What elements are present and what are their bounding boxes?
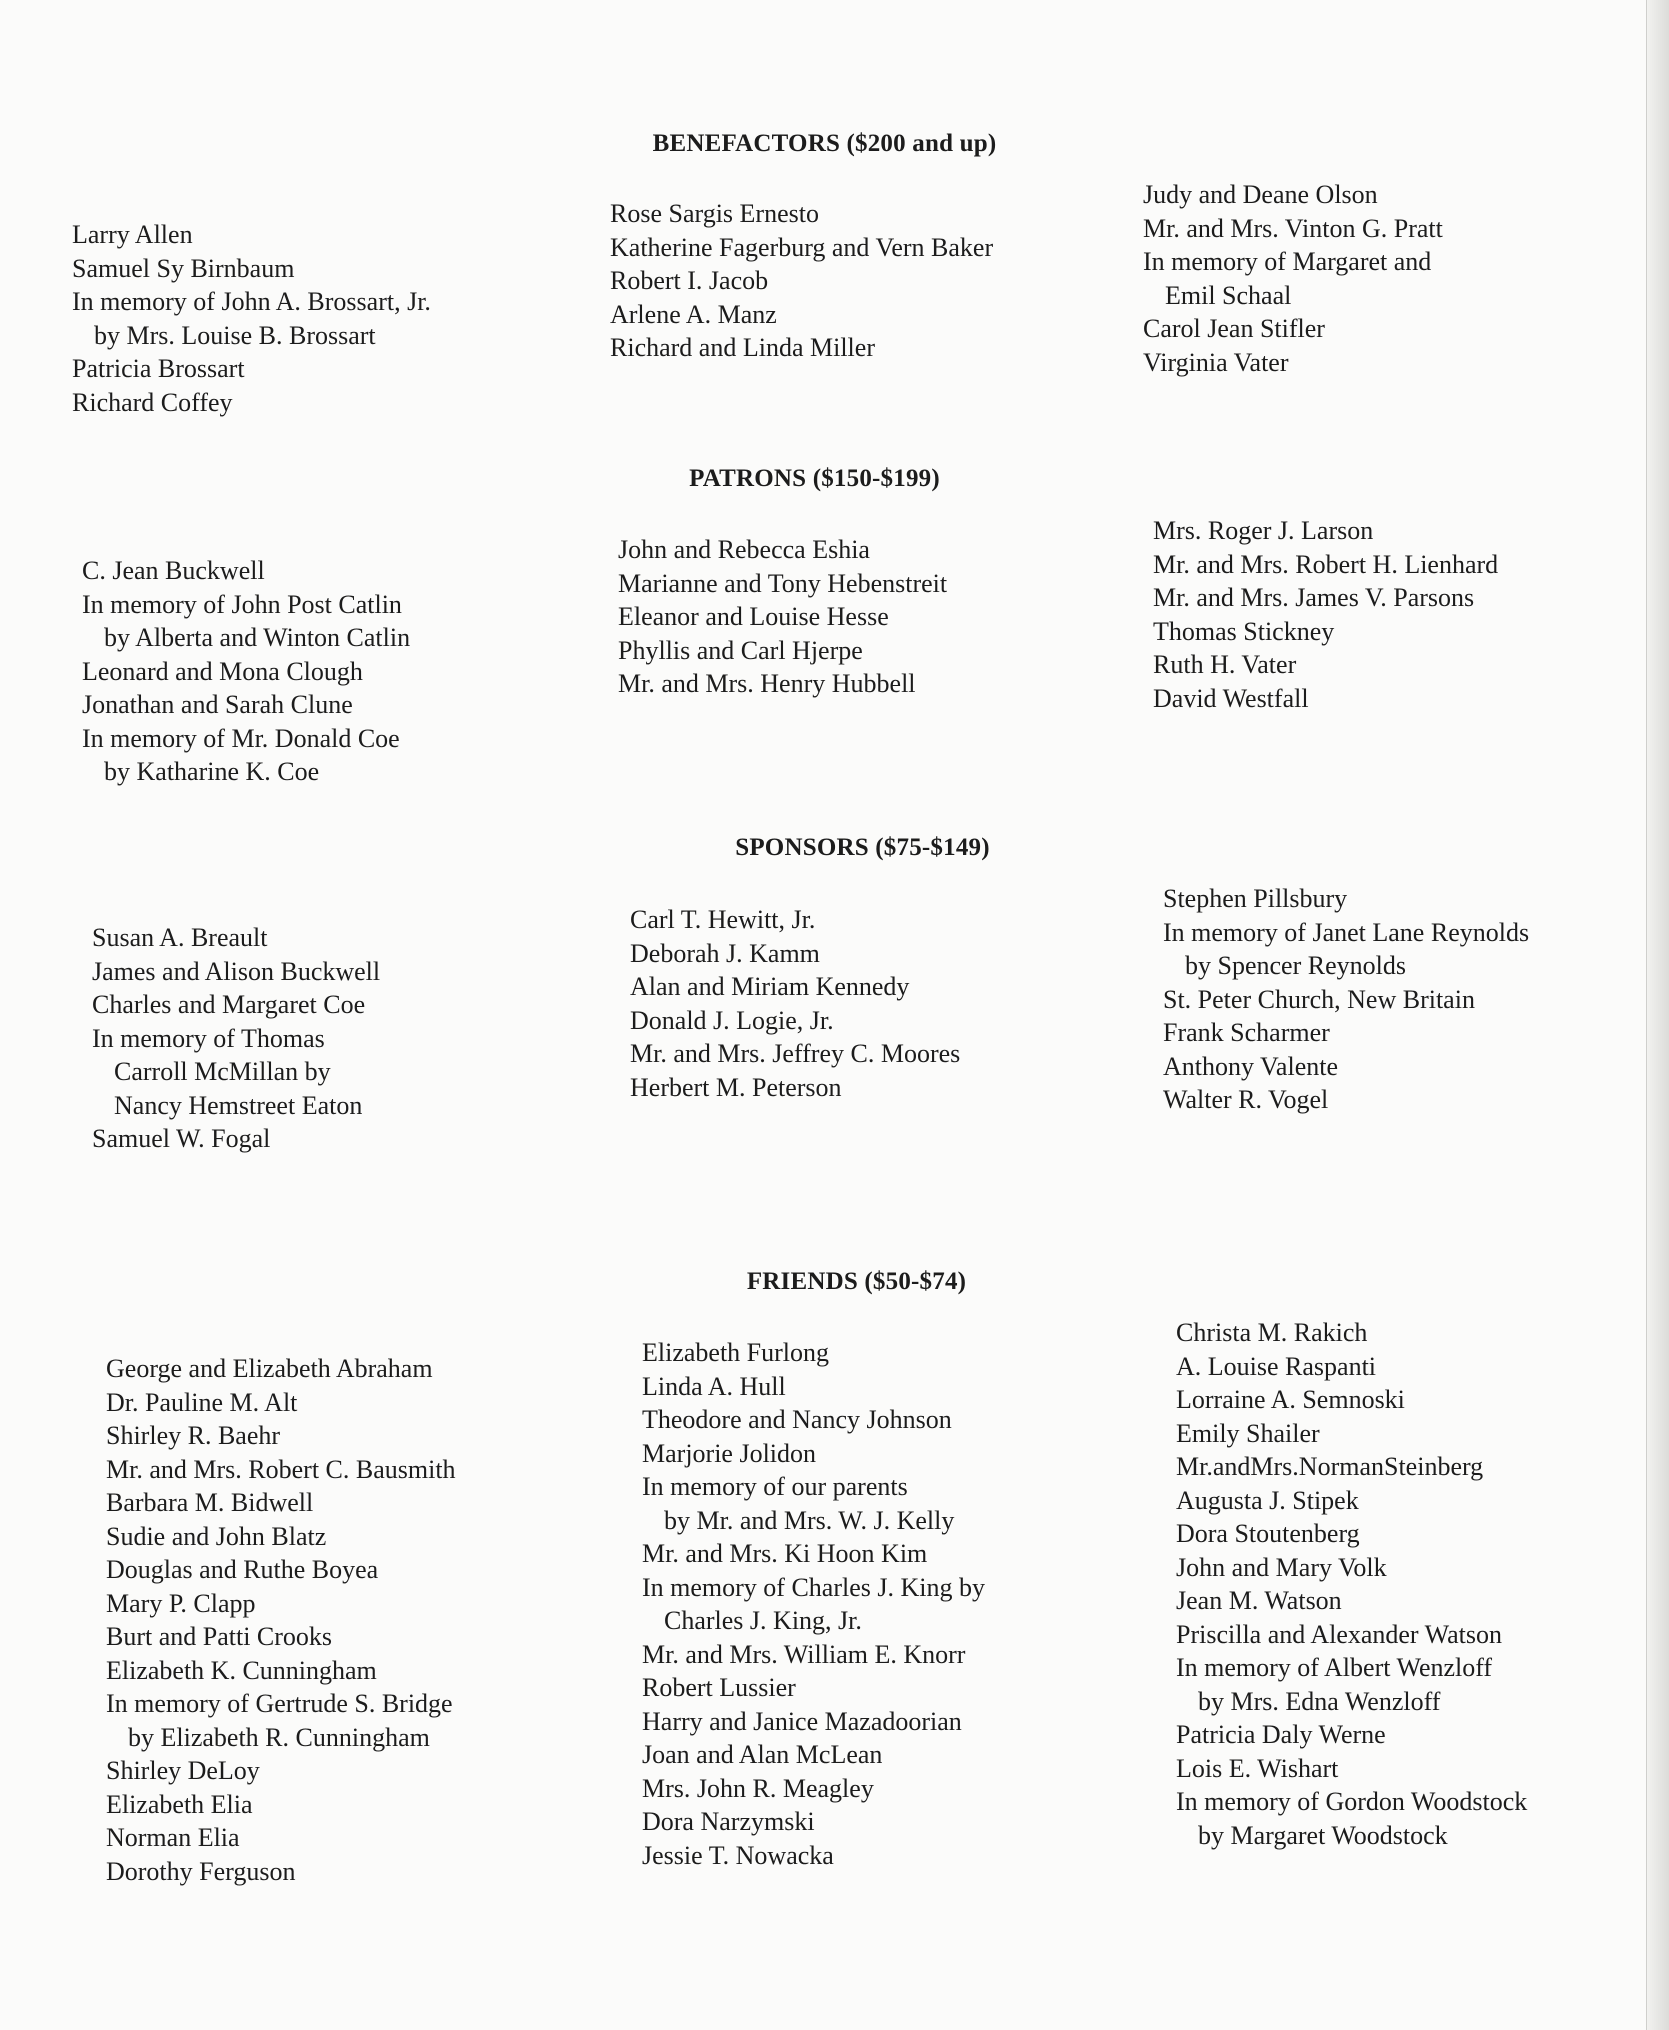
donor-line: Lorraine A. Semnoski [1176, 1385, 1405, 1414]
donor-line: Carl T. Hewitt, Jr. [630, 905, 816, 934]
donor-line: Harry and Janice Mazadoorian [642, 1706, 962, 1736]
donor-line: David Westfall [1153, 683, 1309, 713]
donor-line: George and Elizabeth Abraham [106, 1354, 433, 1383]
donor-line: by Mrs. Louise B. Brossart [94, 320, 376, 350]
donor-line: Herbert M. Peterson [630, 1072, 842, 1102]
donor-line: Patricia Brossart [72, 354, 245, 383]
donor-line: Douglas and Ruthe Boyea [106, 1555, 379, 1584]
donor-line: Ruth H. Vater [1153, 650, 1297, 679]
donor-line: Emil Schaal [1165, 280, 1292, 310]
donor-line: Katherine Fagerburg and Vern Baker [610, 232, 994, 262]
donor-line: C. Jean Buckwell [82, 556, 265, 585]
name-column [630, 903, 960, 1104]
donor-line: Leonard and Mona Clough [82, 656, 363, 686]
donor-line: Marjorie Jolidon [642, 1438, 817, 1468]
donor-line: Donald J. Logie, Jr. [630, 1005, 834, 1035]
donor-line: Alan and Miriam Kennedy [630, 972, 910, 1001]
donor-line: Eleanor and Louise Hesse [618, 602, 889, 631]
donor-line: by Katharine K. Coe [104, 757, 320, 786]
donor-line: Virginia Vater [1143, 347, 1289, 377]
donor-line: Mr. and Mrs. Henry Hubbell [618, 669, 916, 698]
name-column [72, 218, 431, 419]
donor-line: Stephen Pillsbury [1163, 884, 1348, 913]
donor-line: Linda A. Hull [642, 1371, 786, 1401]
name-column [1176, 1316, 1606, 1852]
donor-line: Dr. Pauline M. Alt [106, 1387, 298, 1417]
donor-line: Thomas Stickney [1153, 616, 1335, 646]
donor-line: Samuel Sy Birnbaum [72, 253, 295, 283]
name-column [92, 921, 380, 1156]
donor-line: Mrs. John R. Meagley [642, 1773, 874, 1803]
donor-line: Richard and Linda Miller [610, 333, 875, 362]
donor-line: Dorothy Ferguson [106, 1856, 296, 1886]
name-column [106, 1352, 456, 1888]
donor-line: by Mr. and Mrs. W. J. Kelly [664, 1505, 955, 1535]
donor-line: Burt and Patti Crooks [106, 1622, 333, 1651]
name-column [1163, 882, 1529, 1117]
donor-line: Lois E. Wishart [1176, 1753, 1339, 1783]
donor-line: Charles and Margaret Coe [92, 990, 366, 1019]
donor-line: Mr. and Mrs. Vinton G. Pratt [1143, 213, 1443, 243]
donor-line: Richard Coffey [72, 387, 233, 417]
donor-line: Emily Shailer [1176, 1418, 1320, 1448]
donor-line: Mr. and Mrs. Ki Hoon Kim [642, 1539, 928, 1568]
donor-line: Anthony Valente [1163, 1051, 1338, 1081]
donor-line: In memory of Mr. Donald Coe [82, 723, 400, 753]
name-column [610, 197, 993, 365]
donor-line: by Alberta and Winton Catlin [104, 623, 411, 652]
section-heading: SPONSORS ($75-$149) [735, 834, 990, 861]
page-edge [1646, 0, 1669, 2030]
donor-line: Norman Elia [106, 1823, 240, 1852]
donor-line: Robert I. Jacob [610, 266, 769, 295]
donor-line: In memory of John A. Brossart, Jr. [72, 287, 431, 316]
donor-line: Elizabeth K. Cunningham [106, 1655, 377, 1685]
donor-line: Samuel W. Fogal [92, 1124, 271, 1153]
donor-line: Mrs. Roger J. Larson [1153, 516, 1374, 545]
donor-line: In memory of Thomas [92, 1023, 325, 1053]
donor-line: Elizabeth Elia [106, 1789, 253, 1819]
donor-line: by Margaret Woodstock [1198, 1820, 1448, 1850]
donor-line: In memory of Gordon Woodstock [1176, 1787, 1528, 1816]
donor-line: In memory of Gertrude S. Bridge [106, 1689, 453, 1718]
donor-line: John and Rebecca Eshia [618, 535, 870, 564]
section-heading: FRIENDS ($50-$74) [746, 1268, 967, 1295]
donor-line: Elizabeth Furlong [642, 1338, 830, 1367]
donor-line: In memory of our parents [642, 1472, 908, 1501]
donor-line: Walter R. Vogel [1163, 1085, 1329, 1114]
donor-line: Marianne and Tony Hebenstreit [618, 568, 948, 598]
donor-line: Priscilla and Alexander Watson [1176, 1619, 1502, 1649]
name-column [82, 554, 410, 789]
name-column [1153, 514, 1498, 715]
donor-line: Charles J. King, Jr. [664, 1606, 862, 1635]
donor-line: Jean M. Watson [1176, 1586, 1342, 1615]
donor-line: Dora Narzymski [642, 1807, 815, 1836]
name-column [642, 1336, 985, 1872]
donor-line: by Mrs. Edna Wenzloff [1198, 1686, 1441, 1716]
donor-line: Joan and Alan McLean [642, 1740, 883, 1769]
donor-line: Mr. and Mrs. James V. Parsons [1153, 583, 1475, 612]
donor-line: James and Alison Buckwell [92, 956, 381, 986]
donor-line: Arlene A. Manz [610, 299, 777, 329]
donor-line: Judy and Deane Olson [1143, 180, 1378, 209]
donor-line: Deborah J. Kamm [630, 938, 820, 968]
donor-line: Mary P. Clapp [106, 1588, 256, 1618]
section-heading: PATRONS ($150-$199) [689, 465, 940, 492]
donor-line: Susan A. Breault [92, 923, 268, 952]
donor-line: John and Mary Volk [1176, 1552, 1387, 1582]
donor-line: In memory of Albert Wenzloff [1176, 1653, 1493, 1682]
donor-line: Frank Scharmer [1163, 1018, 1330, 1047]
donor-line: by Spencer Reynolds [1185, 951, 1406, 980]
donor-line: Carol Jean Stifler [1143, 314, 1325, 343]
donor-line: In memory of Charles J. King by [642, 1572, 986, 1602]
donor-line: by Elizabeth R. Cunningham [128, 1722, 430, 1752]
donor-line: Rose Sargis Ernesto [610, 199, 819, 228]
donor-line: Dora Stoutenberg [1176, 1519, 1360, 1548]
donor-line: Mr. and Mrs. William E. Knorr [642, 1639, 966, 1669]
donor-line: Larry Allen [72, 220, 193, 249]
donor-line: St. Peter Church, New Britain [1163, 984, 1475, 1014]
donor-line: Augusta J. Stipek [1176, 1485, 1359, 1515]
donor-line: Christa M. Rakich [1176, 1318, 1368, 1347]
donor-line: Barbara M. Bidwell [106, 1488, 314, 1517]
donor-line: Phyllis and Carl Hjerpe [618, 635, 863, 665]
donor-line: In memory of John Post Catlin [82, 589, 402, 619]
name-column [1143, 178, 1443, 379]
donor-line: Theodore and Nancy Johnson [642, 1405, 952, 1434]
donor-line: Jessie T. Nowacka [642, 1840, 834, 1870]
donor-line: Shirley R. Baehr [106, 1421, 281, 1450]
donor-line: Shirley DeLoy [106, 1756, 260, 1785]
donor-line: Sudie and John Blatz [106, 1521, 327, 1551]
section-heading: BENEFACTORS ($200 and up) [652, 130, 997, 157]
donor-line: Mr. and Mrs. Jeffrey C. Moores [630, 1039, 961, 1068]
donor-line: In memory of Margaret and [1143, 247, 1432, 276]
donor-line: Mr. and Mrs. Robert H. Lienhard [1153, 549, 1499, 579]
donor-line: Robert Lussier [642, 1673, 796, 1702]
donor-line: Mr. and Mrs. Robert C. Bausmith [106, 1454, 456, 1484]
donor-line: Mr.andMrs.NormanSteinberg [1176, 1452, 1484, 1481]
donor-line: Jonathan and Sarah Clune [82, 690, 353, 719]
name-column [618, 533, 947, 701]
donor-line: In memory of Janet Lane Reynolds [1163, 917, 1530, 947]
donor-line: A. Louise Raspanti [1176, 1351, 1377, 1381]
donor-line: Carroll McMillan by [114, 1057, 331, 1086]
donor-line: Nancy Hemstreet Eaton [114, 1090, 363, 1120]
donor-line: Patricia Daly Werne [1176, 1720, 1386, 1749]
